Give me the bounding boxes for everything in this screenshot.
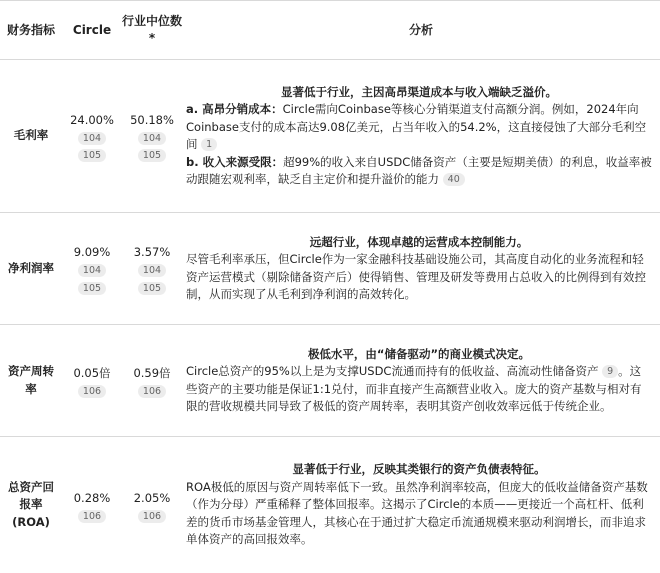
industry-value-cell — [122, 325, 182, 437]
analysis-cell — [182, 325, 660, 437]
analysis-cell — [182, 437, 660, 573]
industry-value-cell — [122, 60, 182, 213]
point-a-label: a. 高昂分销成本： — [186, 102, 283, 116]
citation-badge[interactable]: 104 — [78, 132, 106, 145]
analysis-text-post: 。这些资产的主要功能是保证1:1兑付，而非直接产生高额营业收入。庞大的资产基数与相对有限的营收规模共同导致了极低的资产周转率，表明其资产创收效率远低于传统企业。 — [186, 364, 642, 413]
table-row — [0, 60, 660, 213]
header-industry-median: 行业中位数* — [122, 1, 182, 60]
metric-label: 总资产回报率(ROA) — [0, 437, 62, 573]
industry-value: 50.18% — [122, 112, 182, 130]
analysis-cell — [182, 60, 660, 213]
analysis-headline: 显著低于行业，主因高昂渠道成本与收入端缺乏溢价。 — [186, 84, 652, 102]
metric-label: 资产周转率 — [0, 325, 62, 437]
point-a-text: Circle需向Coinbase等核心分销渠道支付高额分润。例如，2024年向Coinbase支付的成本高达9.08亿美元，占当年收入的54.2%，这直接侵蚀了大部分毛利空间 — [186, 102, 646, 151]
analysis-text-pre: Circle总资产的95%以上是为支撑USDC流通而持有的低收益、高流动性储备资产 — [186, 364, 598, 378]
citation-badge[interactable]: 105 — [138, 282, 166, 295]
citation-badge[interactable]: 9 — [602, 365, 618, 378]
citation-badge[interactable]: 106 — [138, 510, 166, 523]
circle-value: 24.00% — [62, 112, 122, 130]
table-row — [0, 437, 660, 573]
point-b-text: 超99%的收入来自USDC储备资产（主要是短期美债）的利息，收益率被动跟随宏观利率，缺乏自主定价和提升溢价的能力 — [186, 155, 652, 187]
citation-badge[interactable]: 1 — [201, 138, 217, 151]
industry-value-cell — [122, 437, 182, 573]
analysis-text: 尽管毛利率承压，但Circle作为一家金融科技基础设施公司，其高度自动化的业务流程和轻资产运营模式（剔除储备资产后）使得销售、管理及研发等费用占总收入的比例得到有效控制，从而实现了从毛利到净利润的高效转化。 — [186, 251, 652, 304]
circle-value: 9.09% — [62, 244, 122, 262]
industry-value: 3.57% — [122, 244, 182, 262]
circle-value: 0.28% — [62, 490, 122, 508]
metric-label: 净利润率 — [0, 213, 62, 325]
citation-badge[interactable]: 104 — [78, 264, 106, 277]
header-analysis: 分析 — [182, 1, 660, 60]
industry-value: 0.59倍 — [122, 365, 182, 383]
circle-value-cell — [62, 325, 122, 437]
citation-badge[interactable]: 40 — [443, 173, 465, 186]
table-row — [0, 213, 660, 325]
citation-badge[interactable]: 104 — [138, 132, 166, 145]
analysis-headline: 远超行业，体现卓越的运营成本控制能力。 — [186, 234, 652, 252]
header-metric: 财务指标 — [0, 1, 62, 60]
circle-value-cell — [62, 437, 122, 573]
table-row — [0, 325, 660, 437]
citation-badge[interactable]: 105 — [138, 149, 166, 162]
analysis-point-a — [186, 101, 652, 154]
citation-badge[interactable]: 105 — [78, 149, 106, 162]
analysis-text — [186, 363, 652, 416]
citation-badge[interactable]: 104 — [138, 264, 166, 277]
citation-badge[interactable]: 106 — [138, 385, 166, 398]
header-circle: Circle — [62, 1, 122, 60]
analysis-cell — [182, 213, 660, 325]
header-row — [0, 1, 660, 60]
point-b-label: b. 收入来源受限： — [186, 155, 283, 169]
industry-value-cell — [122, 213, 182, 325]
analysis-point-b — [186, 154, 652, 189]
circle-value: 0.05倍 — [62, 365, 122, 383]
citation-badge[interactable]: 106 — [78, 510, 106, 523]
industry-value: 2.05% — [122, 490, 182, 508]
citation-badge[interactable]: 106 — [78, 385, 106, 398]
citation-badge[interactable]: 105 — [78, 282, 106, 295]
circle-value-cell — [62, 60, 122, 213]
analysis-headline: 显著低于行业，反映其类银行的资产负债表特征。 — [186, 461, 652, 479]
analysis-headline: 极低水平，由“储备驱动”的商业模式决定。 — [186, 346, 652, 364]
metric-label: 毛利率 — [0, 60, 62, 213]
circle-value-cell — [62, 213, 122, 325]
analysis-text: ROA极低的原因与资产周转率低下一致。虽然净利润率较高，但庞大的低收益储备资产基数（作为分母）严重稀释了整体回报率。这揭示了Circle的本质——更接近一个高杠杆、低利差的货币市场基金管理人，其核心在于通过扩大稳定币流通规模来驱动利润增长，而非追求单体资产的高回报效率。 — [186, 479, 652, 549]
